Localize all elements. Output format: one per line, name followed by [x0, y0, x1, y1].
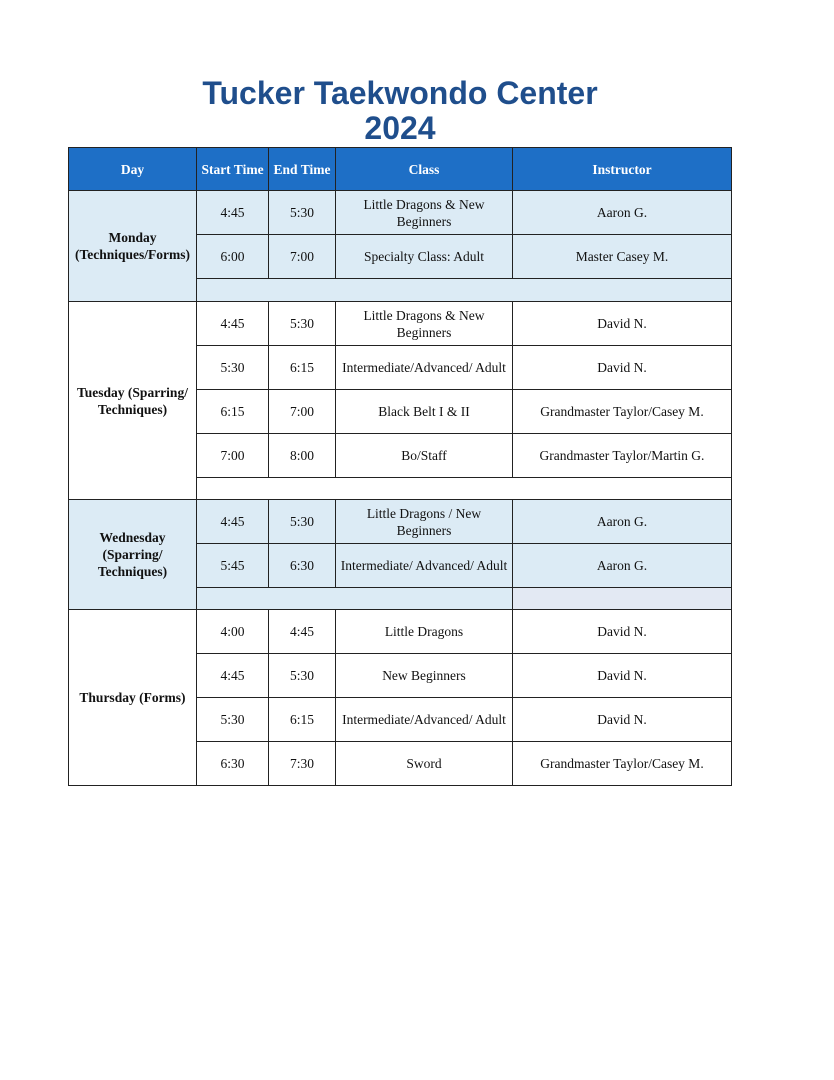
table-row: [69, 191, 732, 235]
end-time-cell: 7:00: [269, 235, 336, 279]
class-cell: Little Dragons & New Beginners: [336, 302, 513, 346]
class-cell: Intermediate/Advanced/ Adult: [336, 698, 513, 742]
end-time-cell: 7:00: [269, 390, 336, 434]
start-time-cell: 4:45: [197, 654, 269, 698]
empty-cell: [197, 588, 513, 610]
class-cell: Little Dragons: [336, 610, 513, 654]
empty-cell: [513, 588, 732, 610]
start-time-cell: 6:00: [197, 235, 269, 279]
end-time-cell: 6:15: [269, 346, 336, 390]
end-time-cell: 5:30: [269, 500, 336, 544]
end-time-cell: 5:30: [269, 191, 336, 235]
instructor-cell: Grandmaster Taylor/Casey M.: [513, 742, 732, 786]
instructor-cell: David N.: [513, 346, 732, 390]
day-cell-tuesday: Tuesday (Sparring/ Techniques): [69, 302, 197, 500]
header-class: Class: [336, 148, 513, 191]
end-time-cell: 6:30: [269, 544, 336, 588]
instructor-cell: Aaron G.: [513, 544, 732, 588]
title-line-2: 2024: [364, 110, 436, 146]
instructor-cell: David N.: [513, 610, 732, 654]
end-time-cell: 7:30: [269, 742, 336, 786]
end-time-cell: 8:00: [269, 434, 336, 478]
start-time-cell: 6:30: [197, 742, 269, 786]
title-line-1: Tucker Taekwondo Center: [202, 75, 598, 111]
class-cell: Intermediate/Advanced/ Adult: [336, 346, 513, 390]
instructor-cell: Grandmaster Taylor/Martin G.: [513, 434, 732, 478]
day-cell-monday: Monday (Techniques/Forms): [69, 191, 197, 302]
instructor-cell: David N.: [513, 302, 732, 346]
table-row: [69, 500, 732, 544]
start-time-cell: 5:45: [197, 544, 269, 588]
end-time-cell: 6:15: [269, 698, 336, 742]
end-time-cell: 4:45: [269, 610, 336, 654]
start-time-cell: 4:45: [197, 500, 269, 544]
class-cell: New Beginners: [336, 654, 513, 698]
table-row: [69, 302, 732, 346]
empty-cell: [197, 279, 732, 302]
header-row: [69, 148, 732, 191]
schedule-table: [68, 147, 732, 786]
table-row: [69, 610, 732, 654]
start-time-cell: 7:00: [197, 434, 269, 478]
start-time-cell: 4:45: [197, 191, 269, 235]
start-time-cell: 4:45: [197, 302, 269, 346]
class-cell: Specialty Class: Adult: [336, 235, 513, 279]
empty-cell: [197, 478, 732, 500]
instructor-cell: Grandmaster Taylor/Casey M.: [513, 390, 732, 434]
header-start-time: Start Time: [197, 148, 269, 191]
end-time-cell: 5:30: [269, 654, 336, 698]
class-cell: Sword: [336, 742, 513, 786]
class-cell: Little Dragons / New Beginners: [336, 500, 513, 544]
start-time-cell: 6:15: [197, 390, 269, 434]
class-cell: Intermediate/ Advanced/ Adult: [336, 544, 513, 588]
instructor-cell: David N.: [513, 654, 732, 698]
class-cell: Bo/Staff: [336, 434, 513, 478]
class-cell: Black Belt I & II: [336, 390, 513, 434]
instructor-cell: Master Casey M.: [513, 235, 732, 279]
day-cell-wednesday: Wednesday (Sparring/ Techniques): [69, 500, 197, 610]
instructor-cell: Aaron G.: [513, 500, 732, 544]
class-cell: Little Dragons & New Beginners: [336, 191, 513, 235]
header-end-time: End Time: [269, 148, 336, 191]
header-day: Day: [69, 148, 197, 191]
page-title: [0, 76, 800, 146]
day-cell-thursday: Thursday (Forms): [69, 610, 197, 786]
header-instructor: Instructor: [513, 148, 732, 191]
start-time-cell: 5:30: [197, 346, 269, 390]
start-time-cell: 5:30: [197, 698, 269, 742]
instructor-cell: Aaron G.: [513, 191, 732, 235]
end-time-cell: 5:30: [269, 302, 336, 346]
instructor-cell: David N.: [513, 698, 732, 742]
start-time-cell: 4:00: [197, 610, 269, 654]
